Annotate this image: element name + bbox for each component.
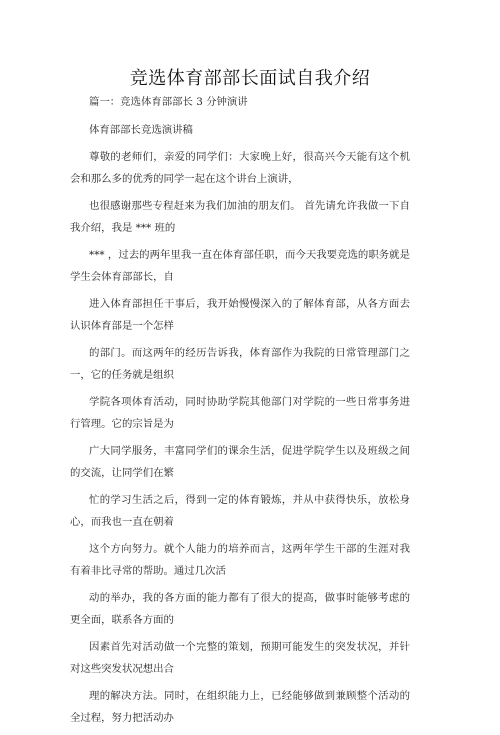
paragraph: 动的举办，我的各方面的能力都有了很大的提高，做事时能够考虑的更全面，联系各方面的 — [70, 592, 410, 626]
paragraph: 尊敬的老师们，亲爱的同学们：大家晚上好，很高兴今天能有这个机会和那么多的优秀的同学一起在这个讲台上演讲， — [70, 151, 410, 185]
section-heading: 体育部部长竞选演讲稿 — [89, 123, 193, 136]
paragraph: 也很感谢那些专程赶来为我们加油的朋友们。 首先请允许我做一下自我介绍，我是 *** 班的 — [70, 200, 410, 234]
subtitle-line: 篇一：竞选体育部部长 3 分钟演讲 — [89, 96, 248, 108]
paragraph: 广大同学服务，丰富同学们的课余生活，促进学院学生以及班级之间的交流，让同学们在繁 — [70, 445, 410, 479]
paragraph: 这个方向努力。就个人能力的培养而言，这两年学生干部的生涯对我有着非比寻常的帮助。通过几次活 — [70, 543, 410, 577]
document-body — [70, 92, 410, 735]
paragraph: 学院各项体育活动，同时协助学院其他部门对学院的一些日常事务进行管理。它的宗旨是为 — [70, 396, 410, 430]
paragraph: 进入体育部担任干事后，我开始慢慢深入的了解体育部，从各方面去认识体育部是一个怎样 — [70, 298, 410, 332]
paragraph: 因素首先对活动做一个完整的策划，预期可能发生的突发状况，并针对这些突发状况想出合 — [70, 641, 410, 675]
paragraph: *** ，过去的两年里我一直在体育部任职，而今天我要竞选的职务就是学生会体育部部长，自 — [70, 249, 410, 283]
document-title: 竞选体育部部长面试自我介绍 — [129, 68, 371, 89]
paragraph: 的部门。而这两年的经历告诉我，体育部作为我院的日常管理部门之一，它的任务就是组织 — [70, 347, 410, 381]
paragraph: 理的解决方法。同时，在组织能力上，已经能够做到兼顾整个活动的全过程，努力把活动办 — [70, 690, 410, 724]
paragraph: 忙的学习生活之后，得到一定的体育锻炼，并从中获得快乐，放松身心，而我也一直在朝着 — [70, 494, 410, 528]
